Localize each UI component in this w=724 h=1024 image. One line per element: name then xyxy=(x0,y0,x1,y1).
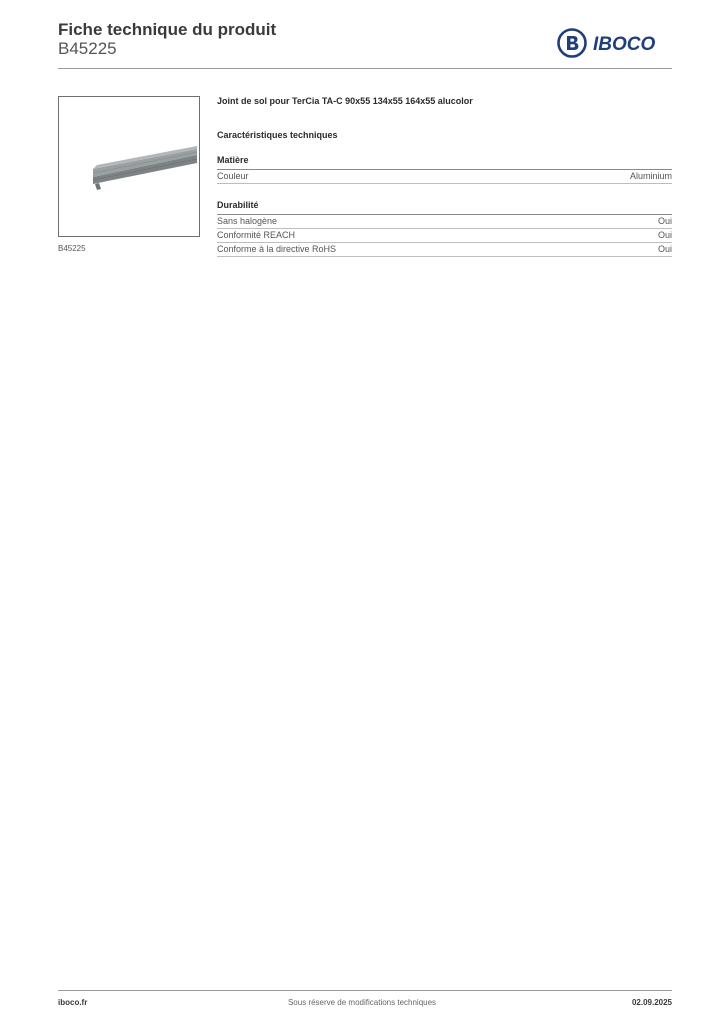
image-caption: B45225 xyxy=(58,244,86,253)
spec-label: Conforme à la directive RoHS xyxy=(217,244,337,254)
footer-date: 02.09.2025 xyxy=(631,998,672,1007)
spec-row xyxy=(217,243,672,257)
product-details xyxy=(217,96,672,257)
spec-value: Aluminium xyxy=(629,171,672,181)
floor-joint-profile-image xyxy=(59,97,199,236)
spec-label: Sans halogène xyxy=(217,216,278,226)
spec-label: Couleur xyxy=(217,171,249,181)
logo-text: IBOCO xyxy=(593,34,656,55)
header-divider xyxy=(58,68,672,69)
spec-group-heading: Matière xyxy=(217,155,672,170)
spec-group-heading: Durabilité xyxy=(217,200,672,215)
spec-group-material xyxy=(217,155,672,184)
product-image xyxy=(58,96,200,237)
product-title: Joint de sol pour TerCia TA-C 90x55 134x55 164x55 alucolor xyxy=(217,96,473,106)
spec-row xyxy=(217,215,672,229)
document-title: Fiche technique du produit xyxy=(58,20,277,39)
iboco-logo xyxy=(557,28,673,58)
specs-heading: Caractéristiques techniques xyxy=(217,130,338,140)
spec-label: Conformité REACH xyxy=(217,230,296,240)
footer-note: Sous réserve de modifications techniques xyxy=(287,998,437,1007)
footer-divider xyxy=(58,990,672,991)
spec-row xyxy=(217,229,672,243)
spec-row xyxy=(217,170,672,184)
footer-site: iboco.fr xyxy=(58,998,88,1007)
spec-value: Oui xyxy=(657,216,672,226)
spec-value: Oui xyxy=(657,244,672,254)
product-code: B45225 xyxy=(58,39,117,58)
spec-value: Oui xyxy=(657,230,672,240)
spec-group-durability xyxy=(217,200,672,257)
